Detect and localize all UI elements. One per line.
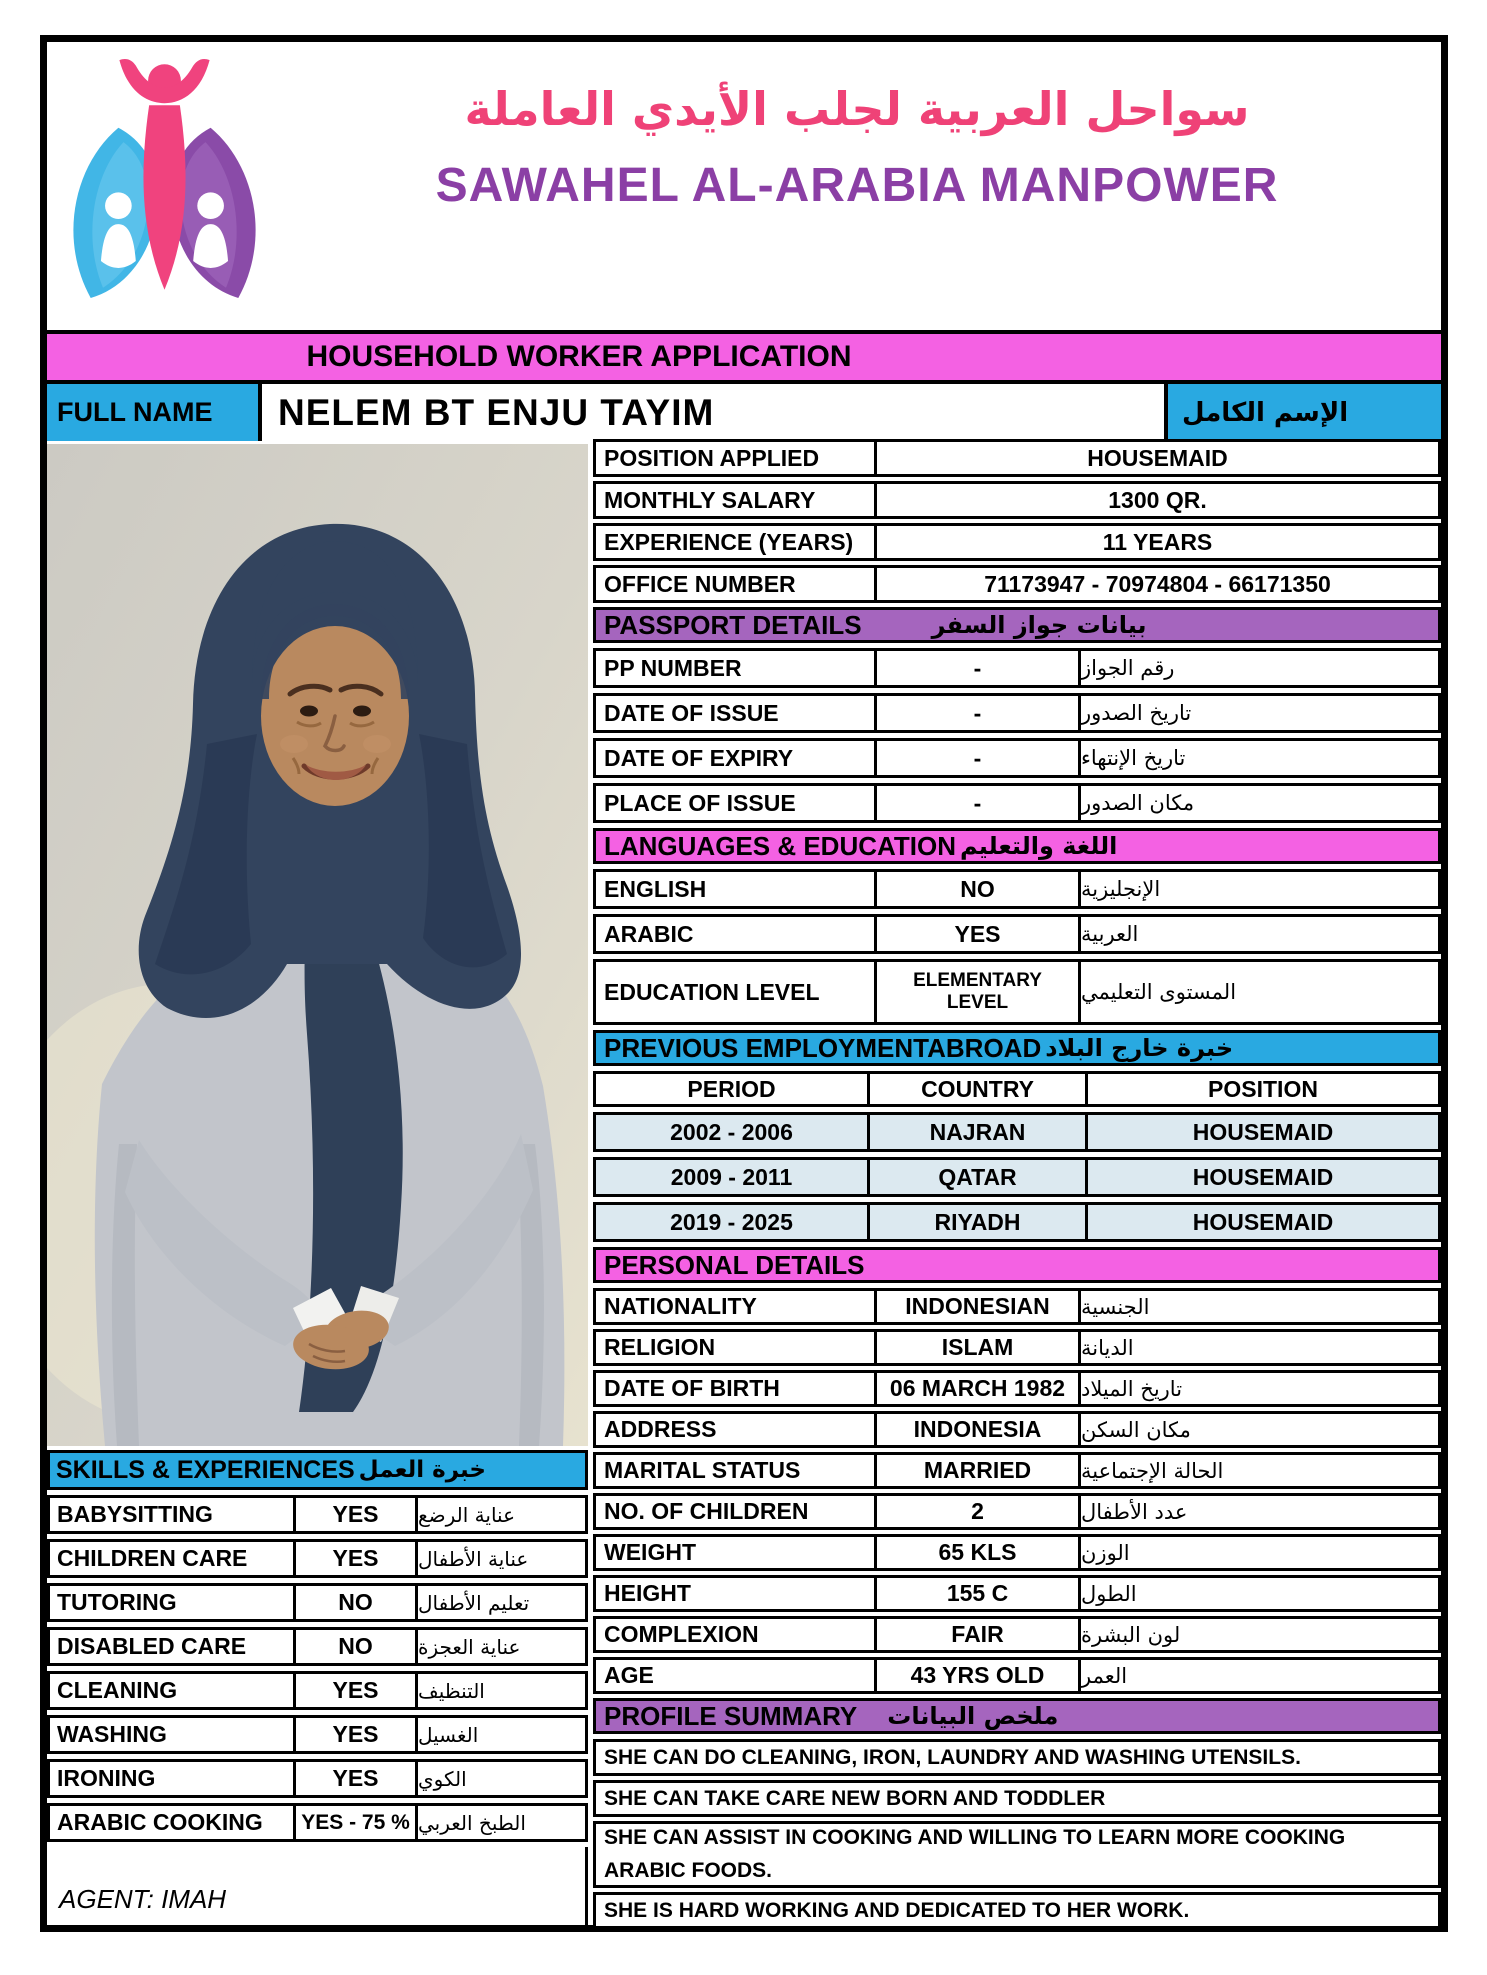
skill-value: YES [296,1762,418,1795]
languages-title-arabic: اللغة والتعليم [959,832,1118,860]
field-value: FAIR [877,1619,1081,1650]
skill-label-arabic: عناية الرضع [418,1502,516,1527]
full-name-value: NELEM BT ENJU TAYIM [278,391,715,433]
profile-line: SHE CAN TAKE CARE NEW BORN AND TODDLER [593,1780,1441,1817]
field-label-arabic: الحالة الإجتماعية [1081,1458,1224,1483]
personal-details-banner [593,1247,1441,1283]
field-value: 155 C [877,1578,1081,1609]
row-address [593,1411,1441,1448]
skill-label: TUTORING [50,1586,296,1619]
employment-position: HOUSEMAID [1192,1208,1334,1235]
company-titles [287,82,1427,213]
field-label-arabic: مكان السكن [1081,1417,1191,1442]
skill-label: ARABIC COOKING [50,1806,296,1839]
employment-period: 2009 - 2011 [596,1160,870,1194]
employment-header-row [593,1071,1441,1107]
field-value: 2 [877,1496,1081,1527]
skill-row-washing [47,1715,588,1754]
skill-label-arabic: عناية الأطفال [418,1546,529,1571]
field-value: YES [877,917,1081,951]
field-label: EXPERIENCE (YEARS) [596,526,877,558]
employment-position: HOUSEMAID [1192,1163,1334,1190]
field-value: 1300 QR. [1108,486,1207,513]
row-position-applied [593,439,1441,477]
skill-row-babysitting [47,1495,588,1534]
row-height [593,1575,1441,1612]
field-label: DATE OF ISSUE [596,696,877,730]
employment-position: HOUSEMAID [1192,1118,1334,1145]
skill-value: NO [296,1586,418,1619]
skill-value: YES [296,1674,418,1707]
passport-title-arabic: بيانات جواز السفر [931,611,1147,639]
field-label: MARITAL STATUS [596,1455,877,1486]
agent-text: AGENT: IMAH [59,1884,227,1914]
field-label-arabic: رقم الجواز [1081,656,1175,680]
field-label-arabic: مكان الصدور [1081,791,1195,815]
field-value: 71173947 - 70974804 - 66171350 [984,570,1331,597]
skill-label-arabic: الكوي [418,1766,467,1791]
skill-label: DISABLED CARE [50,1630,296,1663]
skill-label: CLEANING [50,1674,296,1707]
field-label-arabic: الوزن [1081,1540,1130,1565]
row-arabic [593,914,1441,954]
skill-value: YES - 75 % [296,1806,418,1839]
field-value: HOUSEMAID [1087,444,1228,471]
skill-label-arabic: الطبخ العربي [418,1810,526,1835]
full-name-label-arabic-cell [1164,384,1441,441]
field-label: HEIGHT [596,1578,877,1609]
application-title-banner [47,330,1441,384]
full-name-row [47,384,1441,441]
details-column [593,439,1441,1933]
row-pp-number [593,648,1441,688]
application-title: HOUSEHOLD WORKER APPLICATION [306,340,852,373]
skill-row-ironing [47,1759,588,1798]
employment-row [593,1157,1441,1197]
agent-note [47,1847,588,1925]
field-label: ARABIC [596,917,877,951]
employment-period: 2002 - 2006 [596,1115,870,1149]
passport-details-banner [593,607,1441,643]
field-label-arabic: تاريخ الميلاد [1081,1376,1183,1401]
previous-employment-banner [593,1030,1441,1066]
skill-label-arabic: الغسيل [418,1722,479,1747]
row-date-of-birth [593,1370,1441,1407]
worker-portrait-illustration [47,444,588,1446]
skill-label-arabic: تعليم الأطفال [418,1590,530,1615]
field-label: WEIGHT [596,1537,877,1568]
employment-header-period: PERIOD [596,1074,870,1104]
field-value: 65 KLS [877,1537,1081,1568]
skill-row-disabled-care [47,1627,588,1666]
field-value: 43 YRS OLD [877,1660,1081,1691]
employment-row [593,1202,1441,1242]
field-label-arabic: الديانة [1081,1335,1134,1360]
skill-row-children-care [47,1539,588,1578]
skill-label: CHILDREN CARE [50,1542,296,1575]
field-label-arabic: العمر [1081,1663,1128,1688]
skill-row-tutoring [47,1583,588,1622]
skill-value: YES [296,1718,418,1751]
field-value: 11 YEARS [1102,528,1213,555]
field-label-arabic: عدد الأطفال [1081,1499,1188,1524]
row-english [593,869,1441,909]
skill-row-arabic-cooking [47,1803,588,1842]
field-value: NO [877,872,1081,906]
field-value: INDONESIAN [877,1291,1081,1322]
application-form [40,35,1448,1932]
field-label: DATE OF BIRTH [596,1373,877,1404]
field-label-arabic: لون البشرة [1081,1622,1181,1647]
row-date-of-expiry [593,738,1441,778]
profile-title-arabic: ملخص البيانات [887,1702,1059,1730]
field-label: NATIONALITY [596,1291,877,1322]
people-flower-logo-icon [62,54,267,305]
worker-photo [47,444,588,1446]
field-label-arabic: تاريخ الصدور [1081,701,1192,725]
field-label-arabic: الطول [1081,1581,1137,1606]
profile-line: SHE IS HARD WORKING AND DEDICATED TO HER WORK. [593,1892,1441,1929]
skills-title-arabic: خبرة العمل [358,1457,486,1483]
field-label: ENGLISH [596,872,877,906]
skill-label: WASHING [50,1718,296,1751]
field-label-arabic: الإنجليزية [1081,877,1161,901]
skills-section [47,1450,588,1847]
row-weight [593,1534,1441,1571]
employment-country: RIYADH [870,1205,1088,1239]
field-label-arabic: الجنسية [1081,1294,1150,1319]
employment-header-position: POSITION [1208,1075,1318,1102]
employment-row [593,1112,1441,1152]
employment-title: PREVIOUS EMPLOYMENTABROAD [604,1032,1042,1063]
field-label: EDUCATION LEVEL [596,962,877,1022]
company-title-english: SAWAHEL AL-ARABIA MANPOWER [435,159,1279,212]
field-label-arabic: العربية [1081,922,1139,946]
personal-title: PERSONAL DETAILS [604,1249,865,1280]
company-logo [62,54,267,312]
skill-value: YES [296,1542,418,1575]
row-office-number [593,565,1441,603]
field-value: ELEMENTARY LEVEL [913,970,1042,1013]
skills-title: SKILLS & EXPERIENCES [56,1455,355,1484]
row-religion [593,1329,1441,1366]
field-label-arabic: تاريخ الإنتهاء [1081,746,1186,770]
row-complexion [593,1616,1441,1653]
row-no-of-children [593,1493,1441,1530]
row-place-of-issue [593,783,1441,823]
employment-country: QATAR [870,1160,1088,1194]
field-value: - [877,786,1081,820]
field-label: PP NUMBER [596,651,877,685]
row-monthly-salary [593,481,1441,519]
field-label: ADDRESS [596,1414,877,1445]
skill-label-arabic: التنظيف [418,1678,485,1703]
passport-title: PASSPORT DETAILS [604,609,862,640]
full-name-label-arabic: الإسم الكامل [1182,397,1349,428]
field-label: RELIGION [596,1332,877,1363]
languages-education-banner [593,828,1441,864]
field-value: - [877,741,1081,775]
company-title-arabic: سواحل العربية لجلب الأيدي العاملة [464,82,1250,136]
skill-label: IRONING [50,1762,296,1795]
profile-line: SHE CAN ASSIST IN COOKING AND WILLING TO LEARN MORE COOKING ARABIC FOODS. [593,1821,1441,1888]
profile-title: PROFILE SUMMARY [604,1700,858,1731]
employment-period: 2019 - 2025 [596,1205,870,1239]
row-date-of-issue [593,693,1441,733]
skill-value: NO [296,1630,418,1663]
field-label: OFFICE NUMBER [596,568,877,600]
field-value: ISLAM [877,1332,1081,1363]
employment-title-arabic: خبرة خارج البلاد [1045,1034,1234,1062]
employment-country: NAJRAN [870,1115,1088,1149]
field-label: MONTHLY SALARY [596,484,877,516]
field-label: AGE [596,1660,877,1691]
field-value: MARRIED [877,1455,1081,1486]
field-value: INDONESIA [877,1414,1081,1445]
profile-line: SHE CAN DO CLEANING, IRON, LAUNDRY AND WASHING UTENSILS. [593,1739,1441,1776]
field-value: 06 MARCH 1982 [877,1373,1081,1404]
field-label: COMPLEXION [596,1619,877,1650]
row-education-level [593,959,1441,1025]
row-experience-years [593,523,1441,561]
field-label: PLACE OF ISSUE [596,786,877,820]
languages-title: LANGUAGES & EDUCATION [604,830,956,861]
skill-value: YES [296,1498,418,1531]
row-age [593,1657,1441,1694]
field-label: NO. OF CHILDREN [596,1496,877,1527]
field-label-arabic: المستوى التعليمي [1081,980,1237,1004]
skill-label: BABYSITTING [50,1498,296,1531]
field-label: POSITION APPLIED [596,442,877,474]
employment-header-country: COUNTRY [870,1074,1088,1104]
skill-label-arabic: عناية العجزة [418,1634,521,1659]
field-value: - [877,696,1081,730]
skills-banner [47,1450,588,1490]
field-label: DATE OF EXPIRY [596,741,877,775]
field-value: - [877,651,1081,685]
row-marital-status [593,1452,1441,1489]
row-nationality [593,1288,1441,1325]
skill-row-cleaning [47,1671,588,1710]
profile-summary-banner [593,1698,1441,1734]
full-name-label: FULL NAME [47,384,262,441]
